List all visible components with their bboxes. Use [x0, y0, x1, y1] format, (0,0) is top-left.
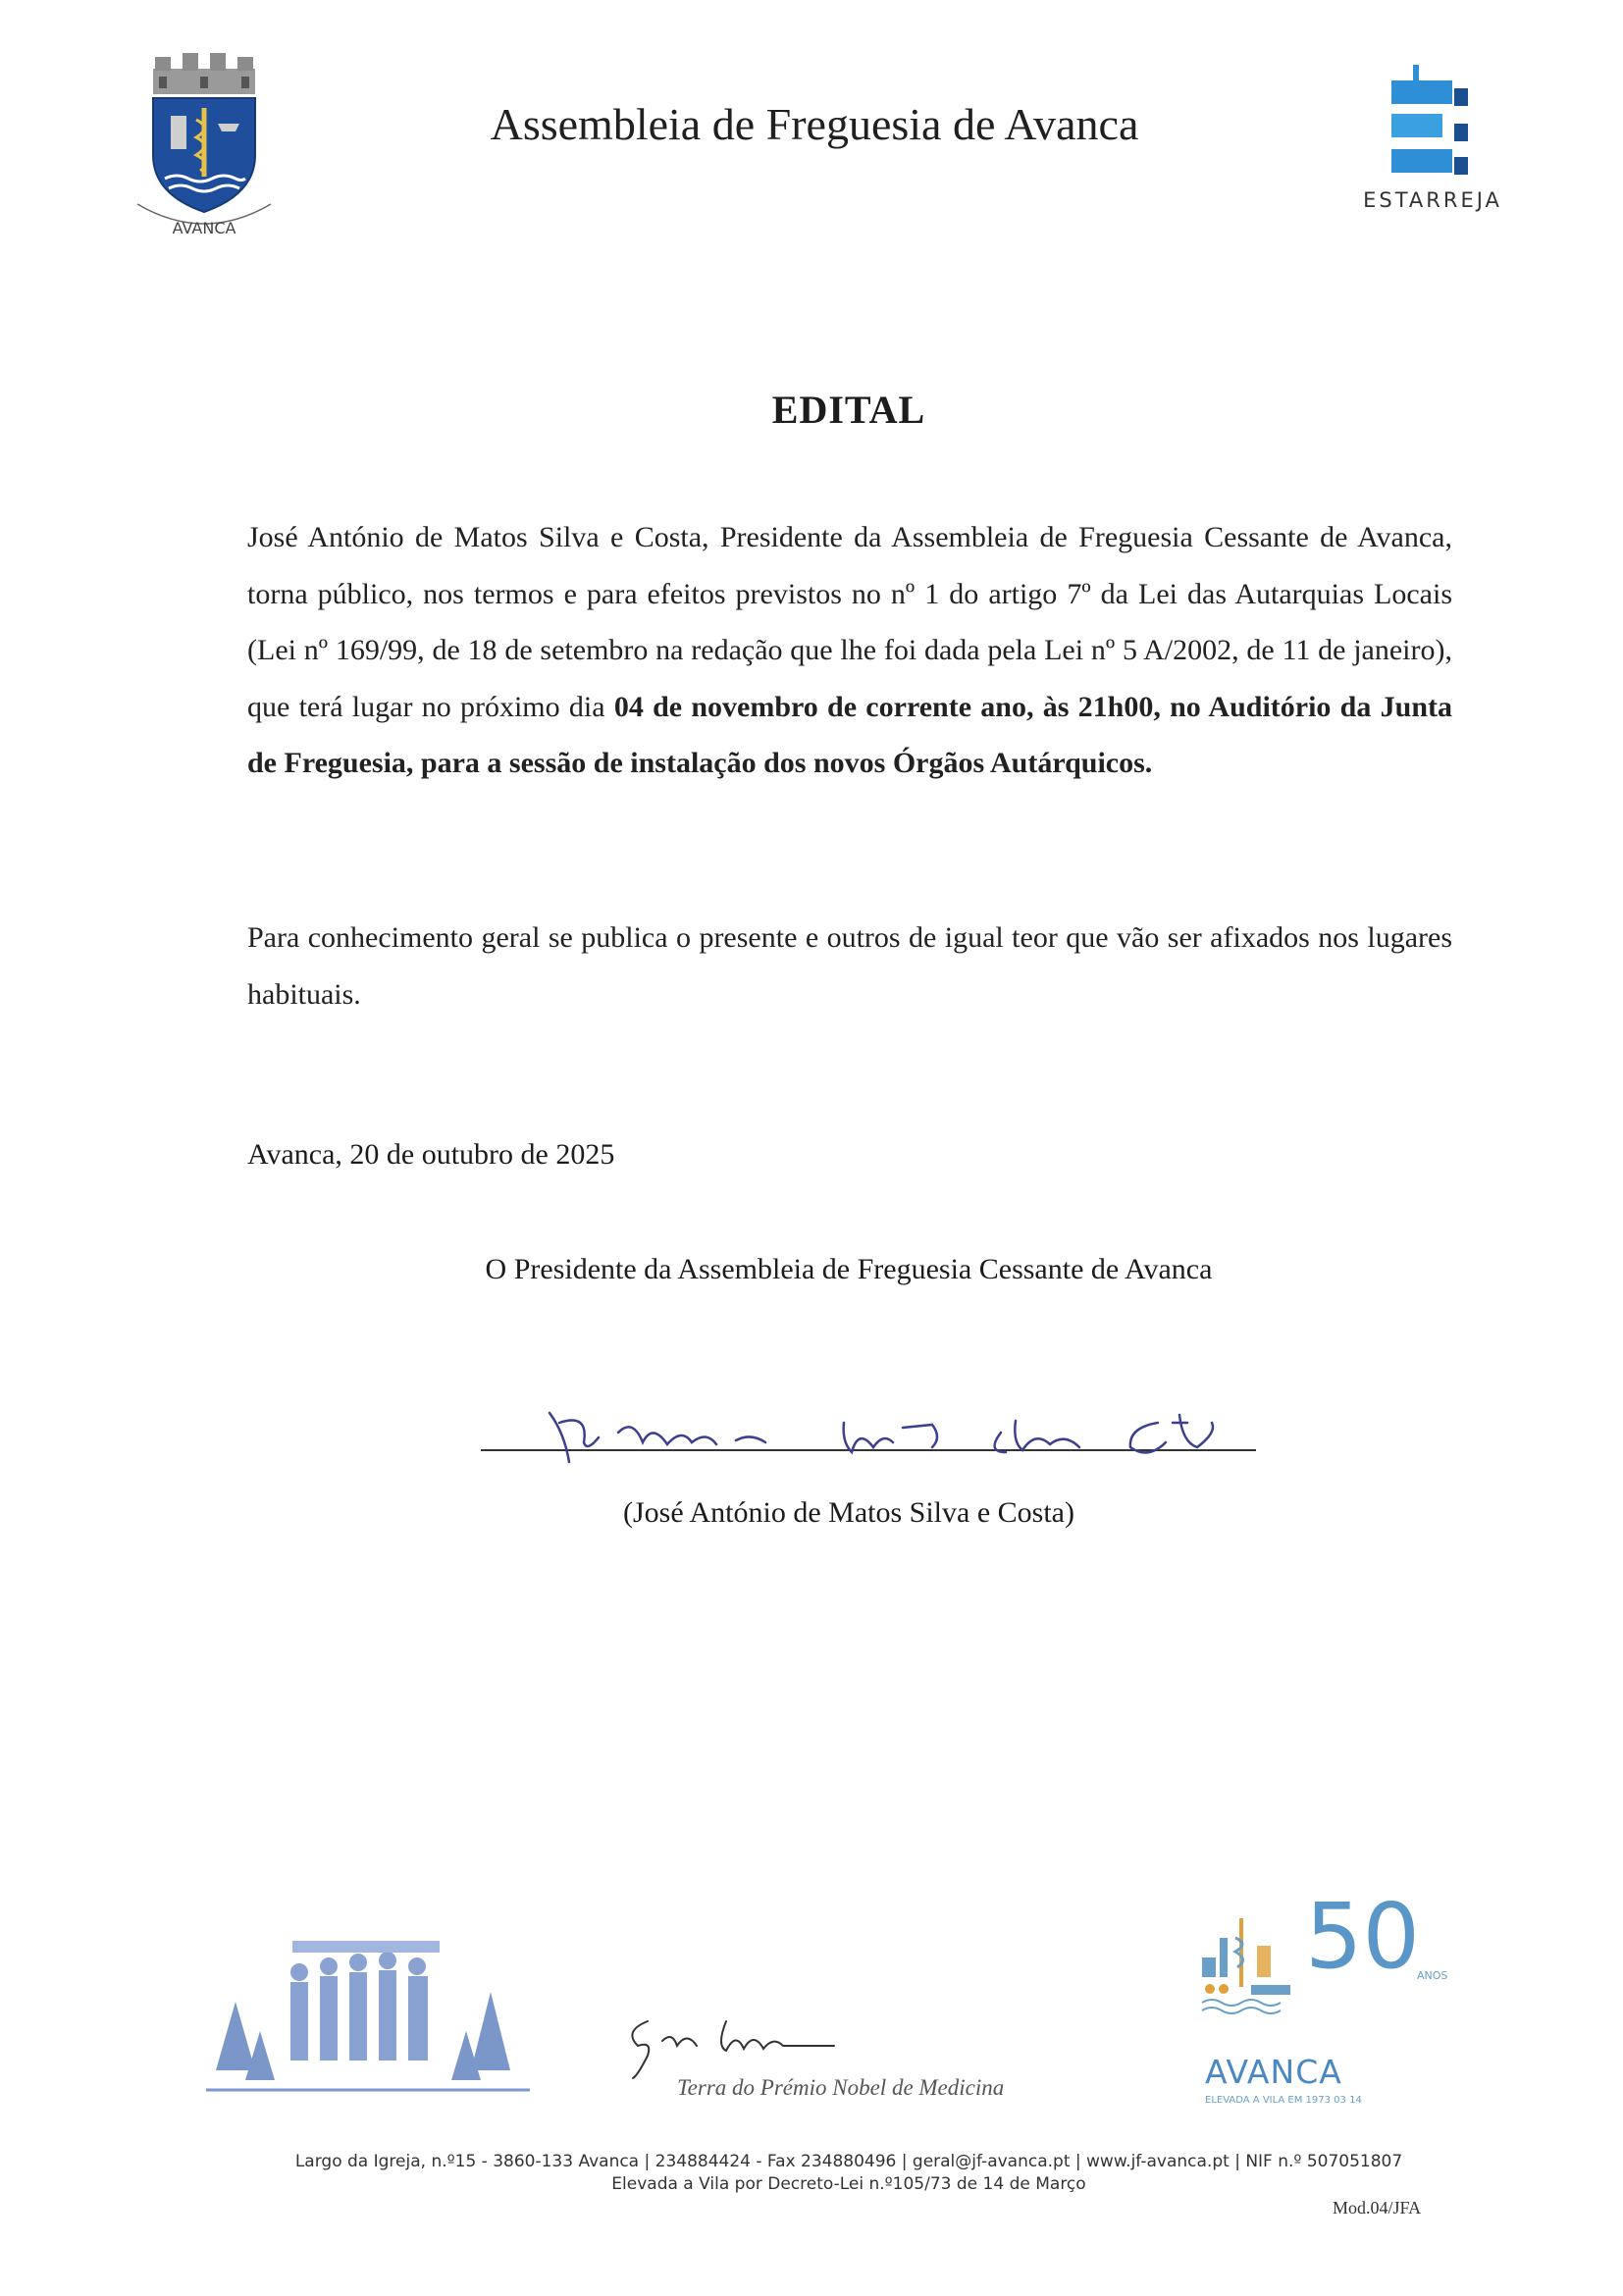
anniversary-anos: ANOS [1417, 1969, 1448, 1982]
header-title: Assembleia de Freguesia de Avanca [490, 99, 1139, 149]
egas-moniz-signature [618, 2002, 854, 2080]
avanca-crest-icon [116, 47, 292, 243]
signer-name: (José António de Matos Silva e Costa) [623, 1496, 1074, 1529]
place-date: Avanca, 20 de outubro de 2025 [247, 1138, 615, 1171]
handwritten-signature [471, 1393, 1276, 1482]
estarreja-label: ESTARREJA [1363, 188, 1502, 212]
azulejo-tile-art [206, 1923, 530, 2110]
document-title: EDITAL [771, 388, 926, 432]
crest-label: AVANCA [172, 219, 236, 237]
avanca-elevada-text: ELEVADA A VILA EM 1973 03 14 [1205, 2095, 1362, 2106]
footer-tagline: Terra do Prémio Nobel de Medicina [677, 2075, 1005, 2100]
form-code: Mod.04/JFA [1333, 2198, 1422, 2218]
announcement-bold-text: 04 de novembro de corrente ano, às 21h00, no Auditório da Junta de Freguesia, para a sessão de instalação dos novos Órgãos Autárquicos. [247, 690, 1452, 779]
publication-paragraph: Para conhecimento geral se publica o presente e outros de igual teor que vão ser afixados nos lugares habituais. [247, 921, 1452, 1011]
anniversary-number: 50 [1305, 1884, 1421, 1989]
footer-address: Largo da Igreja, n.º15 - 3860-133 Avanca | 234884424 - Fax 234880496 | geral@jf-avanca.pt | www.jf-avanca.pt | NIF n.º 507051807 [294, 2152, 1403, 2171]
avanca-logo-name: AVANCA [1205, 2053, 1342, 2091]
announcement-paragraph [247, 509, 1452, 792]
footer-decree: Elevada a Vila por Decreto-Lei n.º105/73 de 14 de Março [611, 2174, 1086, 2194]
announcement-text: José António de Matos Silva e Costa, Presidente da Assembleia de Freguesia Cessante de Avanca, torna público, nos termos e para efeitos previstos no nº 1 do artigo 7º da Lei das Autarquias Locais (Lei nº 169/99, de 18 de setembro na redação que lhe foi dada pela Lei nº 5 A/2002, de 11 de janeiro), que terá lugar no próximo dia [247, 521, 1452, 723]
signer-title: O Presidente da Assembleia de Freguesia Cessante de Avanca [485, 1253, 1213, 1285]
